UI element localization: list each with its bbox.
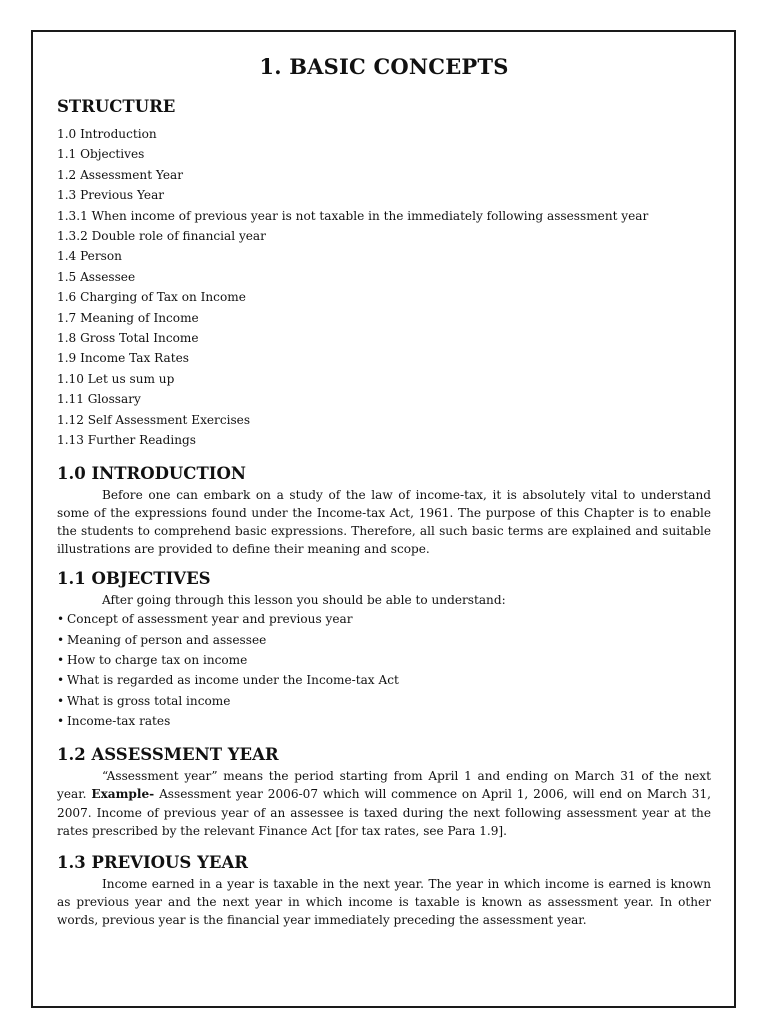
bullet-icon: • <box>57 713 65 728</box>
objective-text: How to charge tax on income <box>67 652 248 667</box>
objective-text: What is gross total income <box>67 693 231 708</box>
structure-item: 1.5 Assessee <box>57 269 136 284</box>
structure-item: 1.6 Charging of Tax on Income <box>57 290 246 305</box>
structure-item: 1.11 Glossary <box>57 392 141 407</box>
objective-item <box>57 670 711 690</box>
assessment-year-heading: 1.2 ASSESSMENT YEAR <box>57 745 279 765</box>
structure-item: 1.7 Meaning of Income <box>57 310 199 325</box>
structure-list <box>57 124 711 451</box>
objectives-intro: After going through this lesson you should be able to understand: <box>102 593 506 608</box>
structure-heading: STRUCTURE <box>57 97 176 116</box>
structure-item: 1.1 Objectives <box>57 147 145 162</box>
bullet-icon: • <box>57 652 65 667</box>
assessment-year-paragraph <box>57 767 711 840</box>
document-body <box>57 52 711 930</box>
bullet-icon: • <box>57 632 65 647</box>
introduction-paragraph: Before one can embark on a study of the law of income-tax, it is absolutely vital to understand some of the expressions found under the Income-tax Act, 1961. The purpose of this Chapter is to enable the students to comprehend basic expressions. Therefore, all such basic terms are explained and suitable illustrations are provided to define their meaning and scope. <box>57 487 711 557</box>
structure-item: 1.10 Let us sum up <box>57 371 175 386</box>
objective-text: What is regarded as income under the Income-tax Act <box>67 673 399 688</box>
structure-item: 1.3.1 When income of previous year is not taxable in the immediately following assessment year <box>57 208 649 223</box>
objectives-heading: 1.1 OBJECTIVES <box>57 569 211 589</box>
document-title: 1. BASIC CONCEPTS <box>259 54 509 79</box>
structure-item: 1.9 Income Tax Rates <box>57 351 189 366</box>
objective-text: Income-tax rates <box>67 713 171 728</box>
objective-item <box>57 650 711 670</box>
introduction-heading: 1.0 INTRODUCTION <box>57 463 246 483</box>
previous-year-paragraph: Income earned in a year is taxable in the next year. The year in which income is earned is known as previous year and the next year in which income is taxable is known as assessment year. In other words, previous year is the financial year immediately preceding the assessment year. <box>57 876 711 928</box>
objectives-list <box>57 609 711 731</box>
objective-item <box>57 691 711 711</box>
structure-item: 1.0 Introduction <box>57 127 157 141</box>
objective-item <box>57 630 711 650</box>
structure-item: 1.2 Assessment Year <box>57 167 183 182</box>
structure-item: 1.3 Previous Year <box>57 188 165 203</box>
structure-item: 1.8 Gross Total Income <box>57 331 199 346</box>
bullet-icon: • <box>57 673 65 688</box>
previous-year-heading: 1.3 PREVIOUS YEAR <box>57 852 248 872</box>
objective-text: Meaning of person and assessee <box>67 632 267 647</box>
structure-item: 1.3.2 Double role of financial year <box>57 229 266 244</box>
bullet-icon: • <box>57 693 65 708</box>
example-label: Example- <box>91 787 155 802</box>
objective-item <box>57 609 711 629</box>
bullet-icon: • <box>57 612 65 627</box>
structure-item: 1.13 Further Readings <box>57 433 196 448</box>
objective-text: Concept of assessment year and previous year <box>67 612 353 627</box>
objective-item <box>57 711 711 731</box>
structure-item: 1.4 Person <box>57 249 122 264</box>
assessment-year-text-1: “Assessment year” means the period starting from April 1 and ending on March 31 of the next year. <box>57 769 711 802</box>
structure-item: 1.12 Self Assessment Exercises <box>57 412 251 427</box>
assessment-year-text-2: Assessment year 2006-07 which will commence on April 1, 2006, will end on March 31, 2007. Income of previous year of an assessee is taxed during the next following assessment year at the rates prescribed by the relevant Finance Act [for tax rates, see Para 1.9]. <box>57 787 711 838</box>
